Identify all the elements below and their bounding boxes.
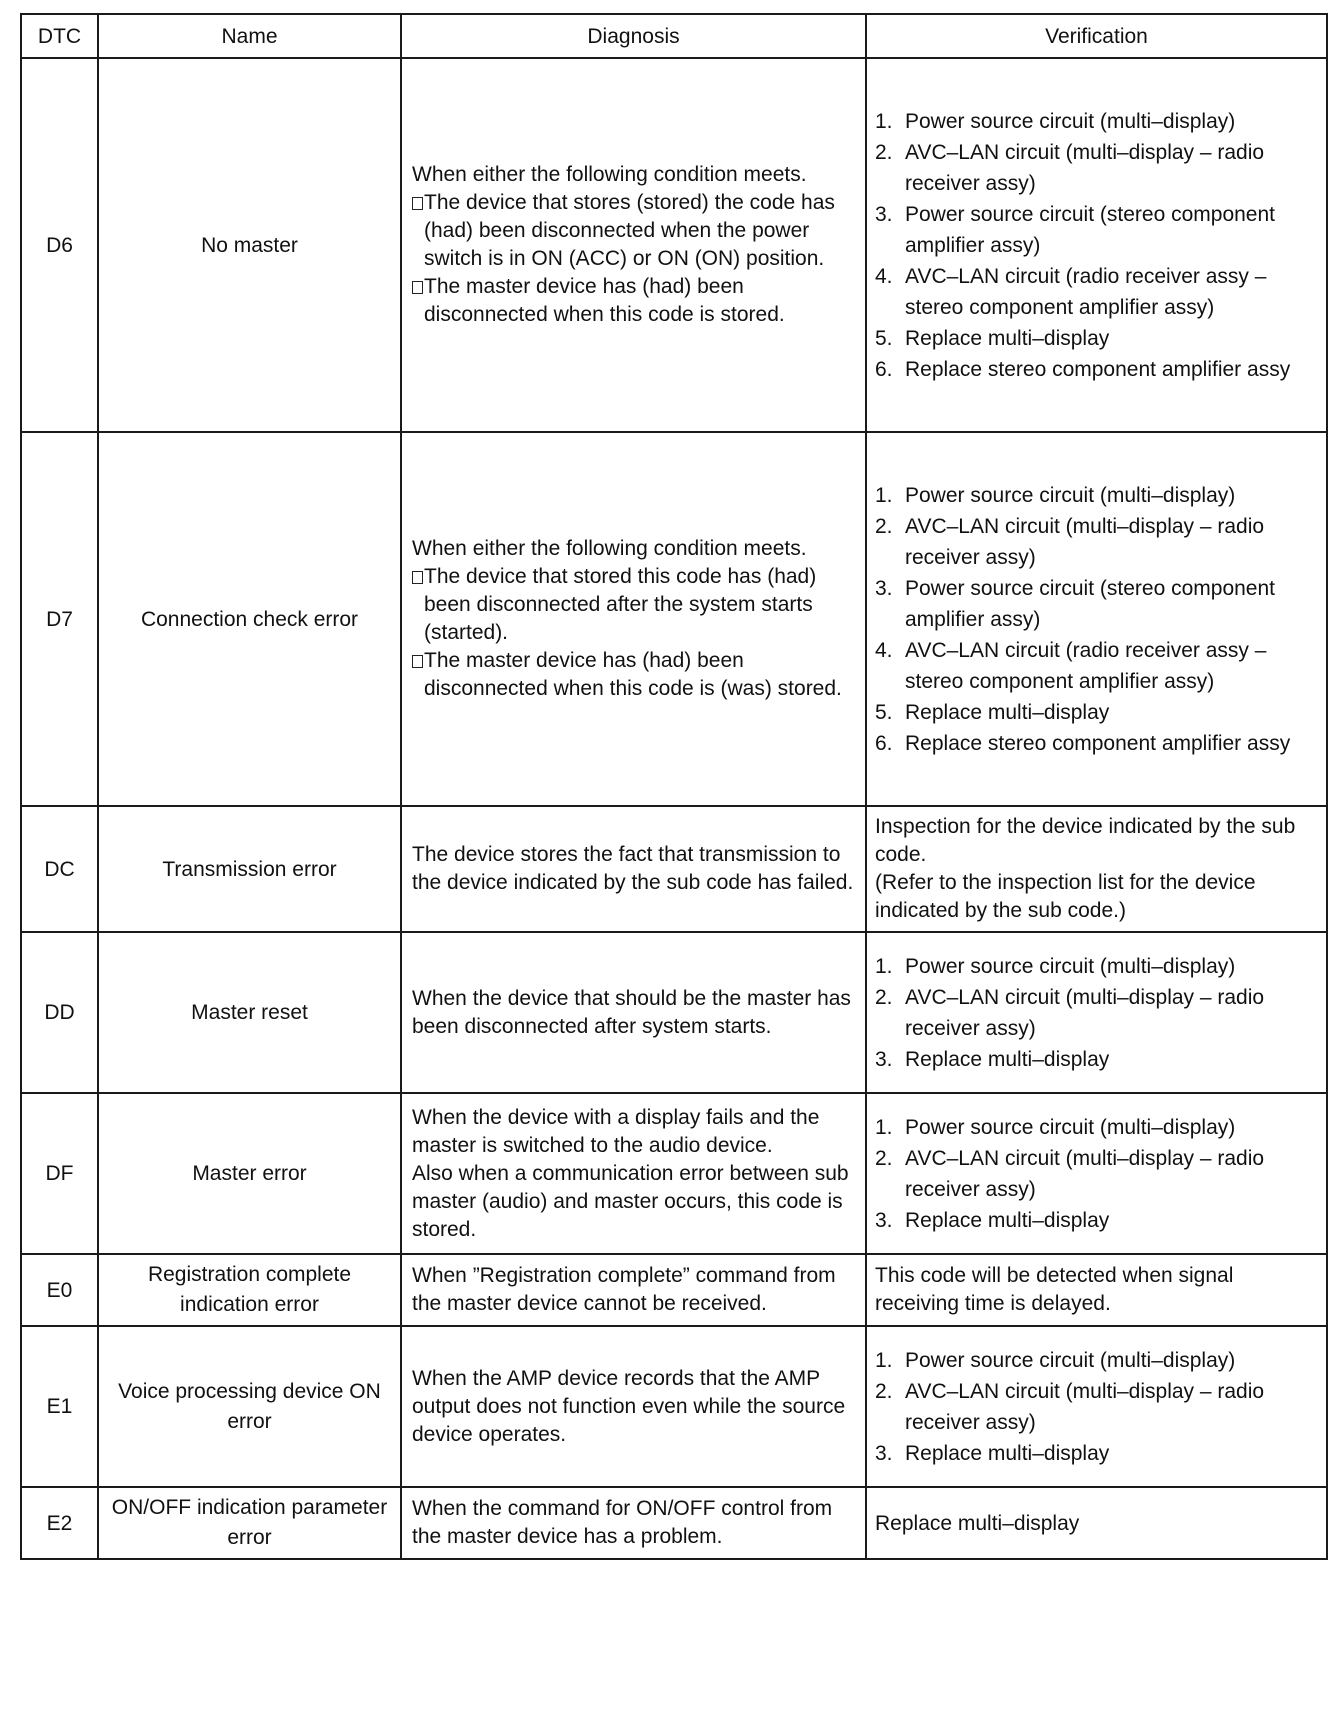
verification-text: This code will be detected when signal receiving time is delayed. bbox=[875, 1264, 1234, 1315]
dtc-code: E2 bbox=[21, 1487, 98, 1559]
dtc-table bbox=[20, 13, 1328, 1560]
verification-steps bbox=[875, 480, 1318, 759]
diagnosis-text: When ”Registration complete” command from the master device cannot be received. bbox=[412, 1264, 836, 1315]
dtc-code: DD bbox=[21, 932, 98, 1093]
verification-steps bbox=[875, 1345, 1318, 1469]
dtc-name: Transmission error bbox=[98, 806, 401, 932]
table-row bbox=[21, 932, 1327, 1093]
checkbox-bullet-icon bbox=[412, 571, 423, 584]
header-verification: Verification bbox=[866, 14, 1327, 58]
diagnosis-cell bbox=[401, 932, 866, 1093]
verification-cell bbox=[866, 58, 1327, 432]
diagnosis-bullet: The master device has (had) been disconnected when this code is stored. bbox=[412, 273, 855, 329]
diagnosis-cell bbox=[401, 1093, 866, 1254]
verification-text: Replace multi–display bbox=[875, 1511, 1080, 1535]
verification-step: 1. Power source circuit (multi–display) bbox=[875, 1348, 1236, 1372]
verification-step: 3. Replace multi–display bbox=[875, 1441, 1110, 1465]
verification-step: 3. Power source circuit (stereo component amplifier assy) bbox=[875, 202, 1275, 257]
diagnosis-cell bbox=[401, 432, 866, 806]
dtc-name: No master bbox=[98, 58, 401, 432]
verification-step: 2. AVC–LAN circuit (multi–display – radio receiver assy) bbox=[875, 1379, 1265, 1434]
header-row bbox=[21, 14, 1327, 58]
verification-step: 3. Replace multi–display bbox=[875, 1208, 1110, 1232]
diagnosis-text: When the AMP device records that the AMP output does not function even while the source device operates. bbox=[412, 1366, 846, 1446]
dtc-name: Master reset bbox=[98, 932, 401, 1093]
diagnosis-text: Also when a communication error between sub master (audio) and master occurs, this code is stored. bbox=[412, 1161, 849, 1241]
diagnosis-text: When the command for ON/OFF control from the master device has a problem. bbox=[412, 1497, 833, 1548]
verification-step: 1. Power source circuit (multi–display) bbox=[875, 1115, 1236, 1139]
verification-step: 2. AVC–LAN circuit (multi–display – radio receiver assy) bbox=[875, 1146, 1265, 1201]
verification-step: 2. AVC–LAN circuit (multi–display – radio receiver assy) bbox=[875, 140, 1265, 195]
dtc-name: ON/OFF indication parameter error bbox=[98, 1487, 401, 1559]
diagnosis-text: When the device with a display fails and the master is switched to the audio device. bbox=[412, 1105, 820, 1157]
verification-step: 2. AVC–LAN circuit (multi–display – radio receiver assy) bbox=[875, 514, 1265, 569]
diagnosis-bullet: The master device has (had) been disconnected when this code is (was) stored. bbox=[412, 647, 855, 703]
verification-step: 1. Power source circuit (multi–display) bbox=[875, 483, 1236, 507]
table-row bbox=[21, 58, 1327, 432]
verification-step: 6. Replace stereo component amplifier assy bbox=[875, 731, 1291, 755]
verification-cell bbox=[866, 1487, 1327, 1559]
verification-step: 3. Replace multi–display bbox=[875, 1047, 1110, 1071]
dtc-code: E0 bbox=[21, 1254, 98, 1326]
table-row bbox=[21, 1326, 1327, 1487]
table-row bbox=[21, 806, 1327, 932]
verification-cell bbox=[866, 932, 1327, 1093]
table-row bbox=[21, 432, 1327, 806]
dtc-name: Voice processing device ON error bbox=[98, 1326, 401, 1487]
diagnosis-cell bbox=[401, 58, 866, 432]
verification-steps bbox=[875, 106, 1318, 385]
verification-step: 1. Power source circuit (multi–display) bbox=[875, 954, 1236, 978]
verification-step: 3. Power source circuit (stereo component amplifier assy) bbox=[875, 576, 1275, 631]
verification-text: (Refer to the inspection list for the device indicated by the sub code.) bbox=[875, 871, 1256, 922]
header-dtc: DTC bbox=[21, 14, 98, 58]
dtc-name: Master error bbox=[98, 1093, 401, 1254]
diagnosis-cell bbox=[401, 806, 866, 932]
verification-cell bbox=[866, 1326, 1327, 1487]
diagnosis-bullet: The device that stores (stored) the code has (had) been disconnected when the power switch is in ON (ACC) or ON (ON) position. bbox=[412, 189, 855, 273]
header-name: Name bbox=[98, 14, 401, 58]
diagnosis-cell bbox=[401, 1487, 866, 1559]
diagnosis-text: The device stores the fact that transmission to the device indicated by the sub code has failed. bbox=[412, 843, 854, 894]
diagnosis-cell bbox=[401, 1254, 866, 1326]
table-row bbox=[21, 1487, 1327, 1559]
verification-step: 4. AVC–LAN circuit (radio receiver assy – stereo component amplifier assy) bbox=[875, 638, 1267, 693]
verification-step: 4. AVC–LAN circuit (radio receiver assy – stereo component amplifier assy) bbox=[875, 264, 1267, 319]
verification-cell bbox=[866, 432, 1327, 806]
verification-step: 5. Replace multi–display bbox=[875, 700, 1110, 724]
verification-steps bbox=[875, 1112, 1318, 1236]
verification-text: Inspection for the device indicated by the sub code. bbox=[875, 815, 1296, 866]
diagnosis-bullet: The device that stored this code has (had) been disconnected after the system starts (started). bbox=[412, 563, 855, 647]
dtc-code: D7 bbox=[21, 432, 98, 806]
verification-cell bbox=[866, 1093, 1327, 1254]
diagnosis-intro: When either the following condition meets. bbox=[412, 163, 807, 186]
dtc-code: DF bbox=[21, 1093, 98, 1254]
diagnosis-intro: When either the following condition meets. bbox=[412, 537, 807, 560]
dtc-code: E1 bbox=[21, 1326, 98, 1487]
header-diagnosis: Diagnosis bbox=[401, 14, 866, 58]
verification-steps bbox=[875, 951, 1318, 1075]
verification-step: 6. Replace stereo component amplifier assy bbox=[875, 357, 1291, 381]
dtc-name: Connection check error bbox=[98, 432, 401, 806]
checkbox-bullet-icon bbox=[412, 197, 423, 210]
checkbox-bullet-icon bbox=[412, 655, 423, 668]
verification-step: 5. Replace multi–display bbox=[875, 326, 1110, 350]
verification-cell bbox=[866, 806, 1327, 932]
dtc-code: D6 bbox=[21, 58, 98, 432]
diagnosis-cell bbox=[401, 1326, 866, 1487]
table-row bbox=[21, 1093, 1327, 1254]
table-row bbox=[21, 1254, 1327, 1326]
verification-step: 1. Power source circuit (multi–display) bbox=[875, 109, 1236, 133]
dtc-name: Registration complete indication error bbox=[98, 1254, 401, 1326]
diagnosis-text: When the device that should be the master has been disconnected after system starts. bbox=[412, 986, 851, 1038]
verification-cell bbox=[866, 1254, 1327, 1326]
dtc-code: DC bbox=[21, 806, 98, 932]
verification-step: 2. AVC–LAN circuit (multi–display – radio receiver assy) bbox=[875, 985, 1265, 1040]
checkbox-bullet-icon bbox=[412, 281, 423, 294]
